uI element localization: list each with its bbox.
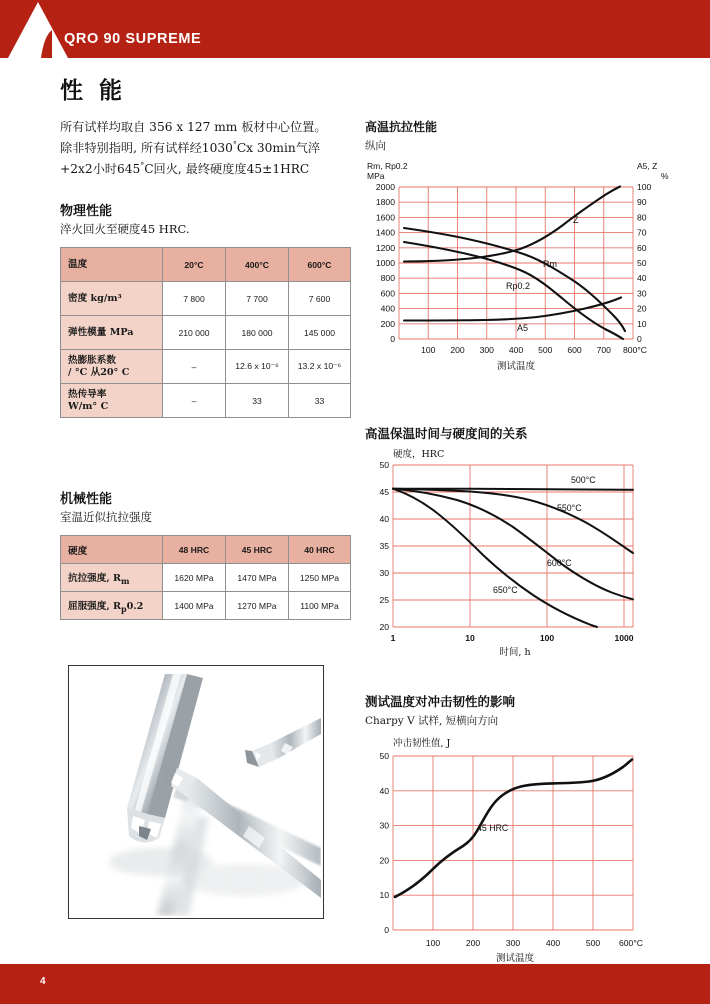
row-label-tensile-main: 抗拉强度, R — [68, 572, 122, 584]
svg-text:70: 70 — [637, 227, 647, 238]
extruded-profiles-photo — [68, 665, 324, 919]
chart2-curves — [393, 489, 633, 627]
chart-high-temperature-tensile — [365, 118, 685, 414]
col-header-temperature: 温度 — [61, 248, 163, 282]
chart1-svg — [365, 157, 685, 409]
svg-text:100: 100 — [637, 182, 652, 192]
cell-conductivity-20c: – — [163, 384, 226, 418]
chart3-gridlines — [393, 756, 633, 930]
mountain-logo — [8, 0, 70, 58]
svg-text:35: 35 — [379, 541, 389, 551]
svg-text:400: 400 — [545, 938, 561, 948]
chart1-label-rm: Rm — [543, 259, 557, 269]
chart1-xticks — [421, 345, 647, 355]
svg-text:300: 300 — [505, 938, 521, 948]
svg-text:50: 50 — [637, 258, 647, 268]
intro-paragraph — [60, 119, 350, 178]
curve-600c — [393, 489, 633, 600]
row-label-thermal-conductivity-line2: W/m° C — [68, 400, 109, 412]
svg-text:1800: 1800 — [375, 197, 395, 208]
intro-line-2b: Cx 30min气淬 — [236, 141, 321, 156]
chart3-subtitle: Charpy V 试样, 短横向方向 — [365, 715, 499, 727]
svg-text:45: 45 — [379, 487, 389, 497]
chart2-xticks — [391, 633, 634, 643]
col-header-600c: 600°C — [289, 248, 351, 282]
row-label-elastic-modulus: 弹性模量 MPa — [61, 316, 163, 350]
table-row — [61, 592, 351, 620]
chart1-title: 高温抗拉性能 — [365, 120, 438, 134]
physical-properties-heading: 物理性能 — [60, 203, 113, 219]
chart2-label-500c: 500°C — [571, 475, 596, 485]
svg-text:10: 10 — [465, 633, 475, 643]
chart1-label-a5: A5 — [517, 323, 529, 333]
svg-text:700: 700 — [596, 345, 611, 355]
svg-text:30: 30 — [379, 568, 389, 578]
chart1-ylabel-left-line1: Rm, Rp0.2 — [367, 161, 408, 171]
intro-line-3b: C回火, 最终硬度度45±1HRC — [144, 162, 310, 177]
curve-rm — [404, 228, 625, 331]
chart1-yticks-left — [376, 182, 395, 344]
svg-text:2000: 2000 — [375, 182, 395, 192]
cell-rp-40hrc: 1100 MPa — [289, 592, 351, 620]
chart1-ylabel-right-line2: % — [661, 171, 669, 181]
intro-line-1: 所有试样均取自 356 x 127 mm 板材中心位置。 — [60, 120, 327, 134]
cell-rp-48hrc: 1400 MPa — [163, 592, 226, 620]
left-column — [60, 72, 350, 620]
col-header-40hrc: 40 HRC — [289, 536, 351, 564]
svg-text:10: 10 — [637, 318, 647, 329]
chart3-xlabel: 测试温度 — [495, 953, 535, 964]
svg-text:500: 500 — [585, 938, 601, 948]
mechanical-properties-heading: 机械性能 — [60, 491, 113, 507]
cell-expansion-20c: – — [163, 350, 226, 384]
mechanical-properties-subheading: 室温近似抗拉强度 — [60, 510, 152, 525]
chart1-label-z: Z — [573, 215, 579, 225]
svg-text:1: 1 — [390, 633, 396, 643]
table-row — [61, 316, 351, 350]
svg-text:1000: 1000 — [375, 258, 395, 268]
table-row — [61, 350, 351, 384]
svg-text:100: 100 — [425, 938, 441, 948]
svg-text:100: 100 — [539, 633, 555, 643]
chart2-svg — [365, 445, 685, 675]
svg-text:1600: 1600 — [375, 212, 395, 223]
curve-550c — [393, 489, 633, 553]
row-label-thermal-conductivity — [61, 384, 163, 418]
svg-text:50: 50 — [379, 460, 389, 470]
col-header-20c: 20°C — [163, 248, 226, 282]
svg-text:40: 40 — [637, 273, 647, 284]
chart3-title: 测试温度对冲击韧性的影响 — [365, 694, 516, 709]
cell-expansion-600c: 13.2 x 10⁻⁶ — [289, 350, 351, 384]
chart-hardness-vs-time — [365, 424, 685, 680]
chart1-yticks-right — [637, 182, 652, 344]
physical-properties-subheading: 淬火回火至硬度45 HRC. — [60, 222, 190, 237]
cell-modulus-400c: 180 000 — [226, 316, 289, 350]
curve-z — [404, 187, 620, 262]
chart1-xtick-last: 800°C — [623, 345, 647, 355]
svg-text:400: 400 — [380, 303, 395, 314]
col-header-45hrc: 45 HRC — [226, 536, 289, 564]
chart2-yticks — [379, 460, 389, 632]
svg-text:20: 20 — [637, 303, 647, 314]
row-label-tensile-strength — [61, 564, 163, 592]
row-label-yield-sub: p — [121, 603, 127, 614]
svg-text:50: 50 — [379, 751, 389, 761]
svg-text:800: 800 — [380, 273, 395, 284]
svg-text:80: 80 — [637, 212, 647, 223]
page-number: 4 — [40, 976, 46, 987]
col-header-48hrc: 48 HRC — [163, 536, 226, 564]
col-header-400c: 400°C — [226, 248, 289, 282]
cell-rm-40hrc: 1250 MPa — [289, 564, 351, 592]
svg-text:0: 0 — [637, 334, 642, 344]
chart3-curves — [395, 760, 632, 897]
chart2-label-650c: 650°C — [493, 585, 518, 595]
svg-text:30: 30 — [379, 820, 389, 831]
chart2-label-600c: 600°C — [547, 558, 572, 568]
chart2-ylabel: 硬度，HRC — [393, 449, 445, 460]
svg-text:40: 40 — [379, 514, 389, 524]
chart2-title: 高温保温时间与硬度间的关系 — [365, 426, 528, 441]
col-header-hardness: 硬度 — [61, 536, 163, 564]
chart1-ylabel-right-line1: A5, Z — [637, 161, 658, 171]
cell-expansion-400c: 12.6 x 10⁻⁶ — [226, 350, 289, 384]
page-header — [0, 0, 710, 58]
svg-text:200: 200 — [450, 345, 465, 355]
right-column — [365, 118, 685, 997]
svg-text:400: 400 — [508, 345, 524, 355]
svg-text:200: 200 — [380, 318, 395, 329]
mechanical-properties-table — [60, 535, 351, 620]
row-label-yield-tail: 0.2 — [126, 600, 144, 612]
cell-rp-45hrc: 1270 MPa — [226, 592, 289, 620]
chart1-gridlines — [399, 187, 633, 339]
chart1-xlabel: 测试温度 — [496, 361, 536, 372]
table-header-row — [61, 248, 351, 282]
svg-text:20: 20 — [379, 622, 389, 632]
row-label-density: 密度 kg/m³ — [61, 282, 163, 316]
intro-line-3a: +2x2小时645 — [60, 162, 141, 177]
intro-line-2a: 除非特别指明, 所有试样经1030 — [60, 141, 233, 156]
svg-text:0: 0 — [384, 925, 389, 935]
svg-text:1000: 1000 — [614, 633, 634, 643]
cell-density-400c: 7 700 — [226, 282, 289, 316]
svg-text:200: 200 — [465, 938, 481, 948]
cell-density-20c: 7 800 — [163, 282, 226, 316]
svg-text:1200: 1200 — [375, 242, 395, 253]
chart1-ylabel-left-line2: MPa — [367, 171, 385, 181]
page-footer — [0, 964, 710, 1004]
row-label-thermal-expansion — [61, 350, 163, 384]
curve-45hrc — [395, 760, 632, 897]
svg-text:100: 100 — [421, 345, 436, 355]
chart2-xlabel: 时间, h — [499, 647, 531, 658]
chart3-xtick-last: 600°C — [619, 938, 643, 948]
chart2-label-550c: 550°C — [557, 503, 582, 513]
svg-text:40: 40 — [379, 785, 389, 796]
chart3-yticks — [379, 751, 389, 935]
row-label-thermal-expansion-line1: 热膨胀系数 — [68, 354, 116, 366]
svg-text:600: 600 — [567, 345, 582, 355]
svg-text:30: 30 — [637, 288, 647, 299]
cell-modulus-600c: 145 000 — [289, 316, 351, 350]
table-row — [61, 282, 351, 316]
svg-text:500: 500 — [538, 345, 553, 355]
cell-rm-45hrc: 1470 MPa — [226, 564, 289, 592]
svg-text:10: 10 — [379, 890, 389, 901]
physical-properties-table — [60, 247, 351, 418]
degree-mark-2: ° — [140, 161, 145, 171]
svg-text:0: 0 — [390, 334, 395, 344]
svg-text:600: 600 — [380, 288, 395, 299]
row-label-yield-main: 屈服强度, R — [68, 600, 122, 612]
svg-text:60: 60 — [637, 242, 647, 253]
row-label-tensile-sub: m — [121, 575, 130, 586]
svg-text:90: 90 — [637, 197, 647, 208]
cell-conductivity-600c: 33 — [289, 384, 351, 418]
chart3-xticks — [426, 938, 643, 948]
page-title: 性 能 — [60, 77, 127, 104]
table-row — [61, 384, 351, 418]
row-label-thermal-expansion-line2: / °C 从20° C — [68, 366, 130, 378]
cell-rm-48hrc: 1620 MPa — [163, 564, 226, 592]
degree-mark-1: ° — [232, 140, 237, 149]
svg-text:25: 25 — [379, 595, 389, 605]
row-label-thermal-conductivity-line1: 热传导率 — [68, 388, 107, 400]
brand-title: QRO 90 SUPREME — [64, 31, 202, 47]
chart1-label-rp02: Rp0.2 — [506, 281, 531, 291]
svg-text:20: 20 — [379, 855, 389, 866]
table-row — [61, 564, 351, 592]
chart1-subtitle: 纵向 — [365, 140, 386, 152]
chart3-annotation-45hrc: 45 HRC — [477, 823, 509, 833]
table-header-row — [61, 536, 351, 564]
chart-impact-toughness — [365, 692, 685, 987]
cell-density-600c: 7 600 — [289, 282, 351, 316]
cell-conductivity-400c: 33 — [226, 384, 289, 418]
svg-text:1400: 1400 — [375, 227, 395, 238]
row-label-yield-strength — [61, 592, 163, 620]
cell-modulus-20c: 210 000 — [163, 316, 226, 350]
chart3-ylabel: 冲击韧性值, J — [393, 738, 451, 749]
chart3-svg — [365, 734, 685, 982]
svg-text:300: 300 — [479, 345, 494, 355]
